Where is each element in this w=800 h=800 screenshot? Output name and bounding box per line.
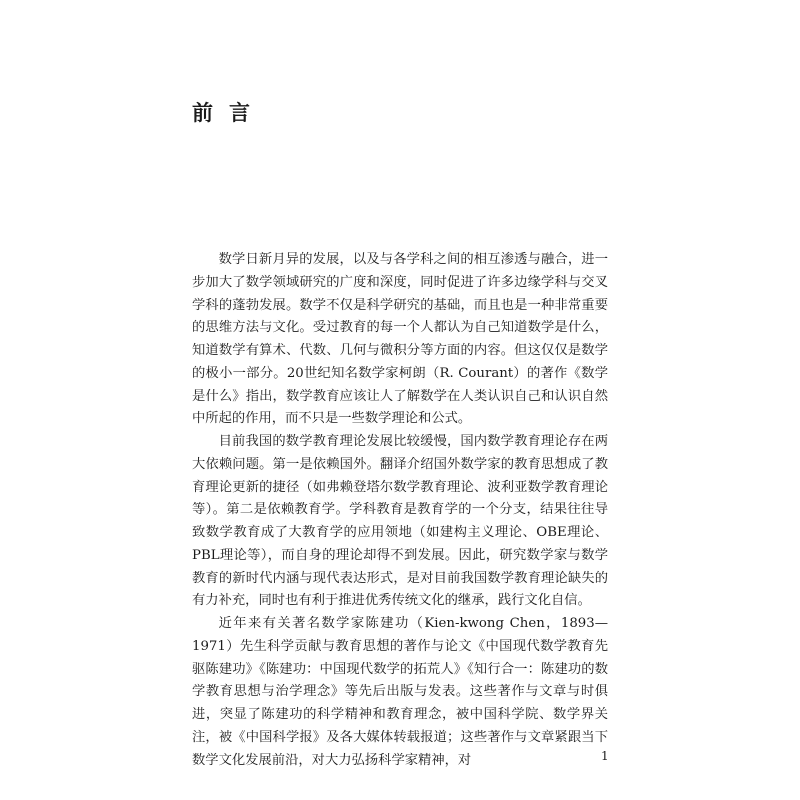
page-number: 1 bbox=[601, 749, 609, 763]
page-title: 前言 bbox=[192, 100, 266, 125]
preface-body bbox=[192, 249, 608, 772]
paragraph-2: 目前我国的数学教育理论发展比较缓慢，国内数学教育理论存在两大依赖问题。第一是依赖国外。翻译介绍国外数学家的教育思想成了教育理论更新的捷径（如弗赖登塔尔数学教育理论、波利亚数学教育理论等）。第二是依赖教育学。学科教育是教育学的一个分支，结果往往导致数学教育成了大教育学的应用领地（如建构主义理论、OBE理论、PBL理论等），而自身的理论却得不到发展。因此，研究数学家与数学教育的新时代内涵与现代表达形式，是对目前我国数学教育理论缺失的有力补充，同时也有利于推进优秀传统文化的继承，践行文化自信。 bbox=[192, 434, 608, 609]
paragraph-1: 数学日新月异的发展，以及与各学科之间的相互渗透与融合，进一步加大了数学领域研究的广度和深度，同时促进了许多边缘学科与交叉学科的蓬勃发展。数学不仅是科学研究的基础，而且也是一种非常重要的思维方法与文化。受过教育的每一个人都认为自己知道数学是什么，知道数学有算术、代数、几何与微积分等方面的内容。但这仅仅是数学的极小一部分。20世纪知名数学家柯朗（R. Courant）的著作《数学是什么》指出，数学教育应该让人了解数学在人类认识自己和认识自然中所起的作用，而不只是一些数学理论和公式。 bbox=[192, 252, 608, 427]
paragraph-3: 近年来有关著名数学家陈建功（Kien-kwong Chen，1893—1971）先生科学贡献与教育思想的著作与论文《中国现代数学教育先驱陈建功》《陈建功：中国现代数学的拓荒人》《知行合一：陈建功的数学教育思想与治学理念》等先后出版与发表。这些著作与文章与时俱进，突显了陈建功的科学精神和教育理念，被中国科学院、数学界关注，被《中国科学报》及各大媒体转载报道；这些著作与文章紧跟当下数学文化发展前沿，对大力弘扬科学家精神，对 bbox=[192, 616, 608, 768]
